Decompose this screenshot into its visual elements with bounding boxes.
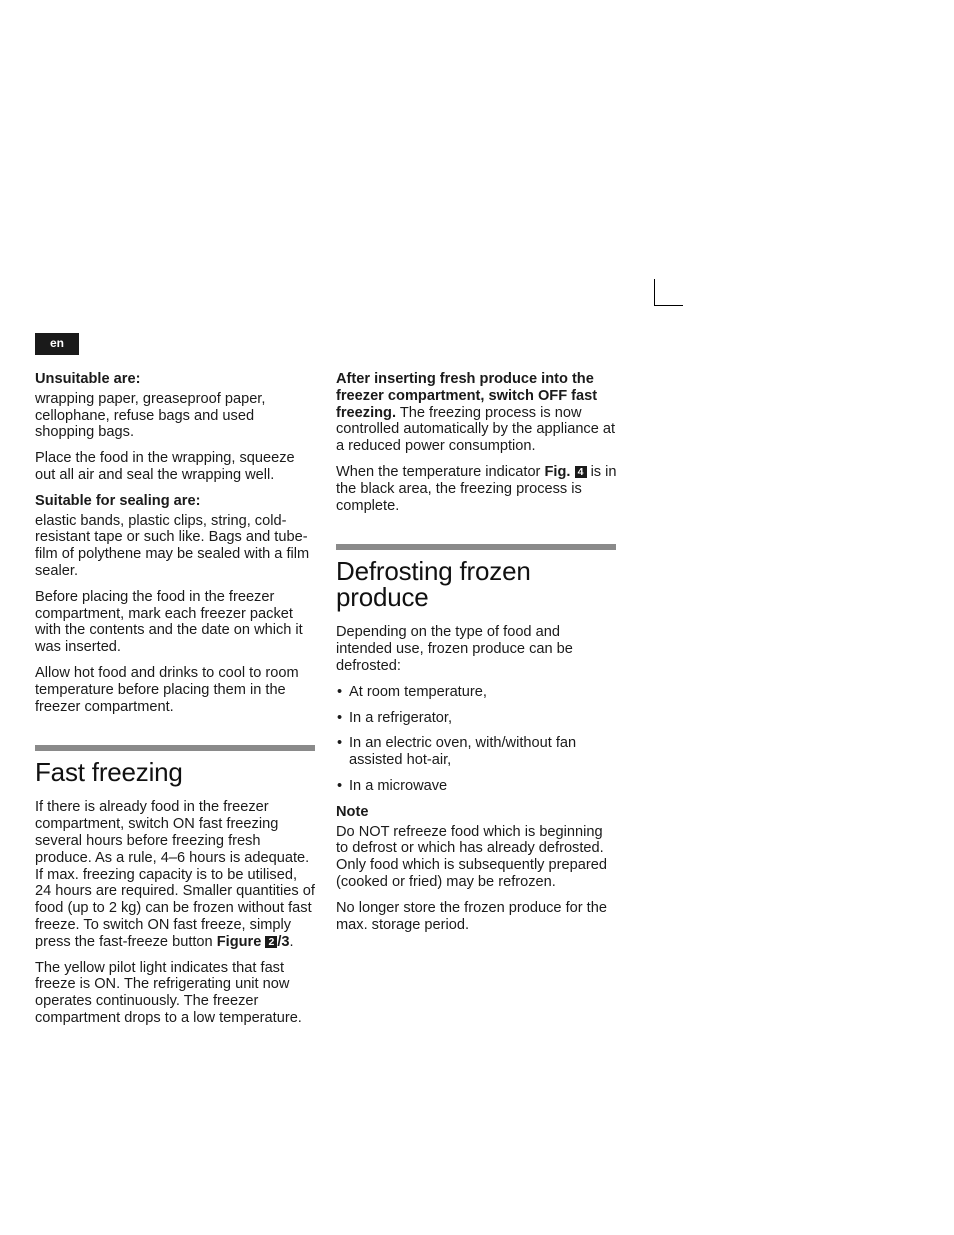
after-inserting-text: The freezing process is now controlled automatically by the appliance at a reduced power consumption. [336,404,616,455]
place-text: Place the food in the wrapping, squeeze out all air and seal the wrapping well. [35,450,295,483]
when-text-1: When the temperature indicator [336,463,541,480]
unsuitable-heading: Unsuitable are: [35,371,141,387]
defrost-methods-list [336,684,618,795]
fig-ref-label: Fig. [544,463,571,480]
figure-ref-suffix: /3 [277,933,290,950]
fast-freezing-paragraph-1 [35,799,317,950]
right-column [336,371,618,942]
list-item: • At room temperature, [336,684,618,701]
figure-number-badge: 2 [265,936,277,948]
list-item: • In an electric oven, with/without fan assisted hot-air, [336,735,618,769]
no-longer-store-text: No longer store the frozen produce for the max. storage period. [336,899,607,933]
left-column [35,371,317,1036]
suitable-heading: Suitable for sealing are: [35,492,201,509]
temperature-indicator-paragraph [336,464,618,514]
note-text: Do NOT refreeze food which is beginning to defrost or which has already defrosted. Only food which is subsequently prepared (cooked or fried) may be refrozen. [336,823,607,890]
allow-hot-food-text: Allow hot food and drinks to cool to room temperature before placing them in the freezer compartment. [35,664,299,715]
defrosting-title: Defrosting frozen produce [336,556,531,613]
list-item: • In a refrigerator, [336,710,618,727]
crop-mark-vertical [654,279,655,306]
fast-p1-end: . [289,933,294,950]
fig-number-badge: 4 [575,466,587,478]
fast-freezing-title: Fast freezing [35,757,183,788]
fast-p1-text: If there is already food in the freezer compartment, switch ON fast freezing several hours before freezing fresh produce. As a rule, 4–6 hours is adequate. If max. freezing capacity is to be utilised, 24 hours are required. Smaller quantities of food (up to 2 kg) can be frozen without fast freeze. To switch ON fast freeze, simply press the fast-freeze button [35,799,315,950]
depending-text: Depending on the type of food and intended use, frozen produce can be defrosted: [336,624,573,674]
before-placing-text: Before placing the food in the freezer compartment, mark each freezer packet with the contents and the date on which it was inserted. [35,588,303,656]
language-tab: en [35,333,79,355]
section-divider-bar [35,745,315,751]
figure-ref-label: Figure [216,933,262,950]
unsuitable-text: wrapping paper, greaseproof paper, cellophane, refuse bags and used shopping bags. [35,390,266,441]
fast-freezing-paragraph-2: The yellow pilot light indicates that fast freeze is ON. The refrigerating unit now operates continuously. The freezer compartment drops to a low temperature. [35,959,302,1026]
list-item: • In a microwave [336,778,618,795]
section-divider-bar [336,544,616,550]
when-text-2: is in the black area, the freezing process is complete. [336,463,617,514]
after-inserting-paragraph [336,371,618,455]
suitable-text: elastic bands, plastic clips, string, cold-resistant tape or such like. Bags and tube-film of polythene may be sealed with a film sealer. [35,512,310,579]
after-inserting-bold: After inserting fresh produce into the freezer compartment, switch OFF fast freezing. [336,371,598,421]
crop-mark-horizontal [654,305,683,306]
note-heading: Note [336,803,369,820]
